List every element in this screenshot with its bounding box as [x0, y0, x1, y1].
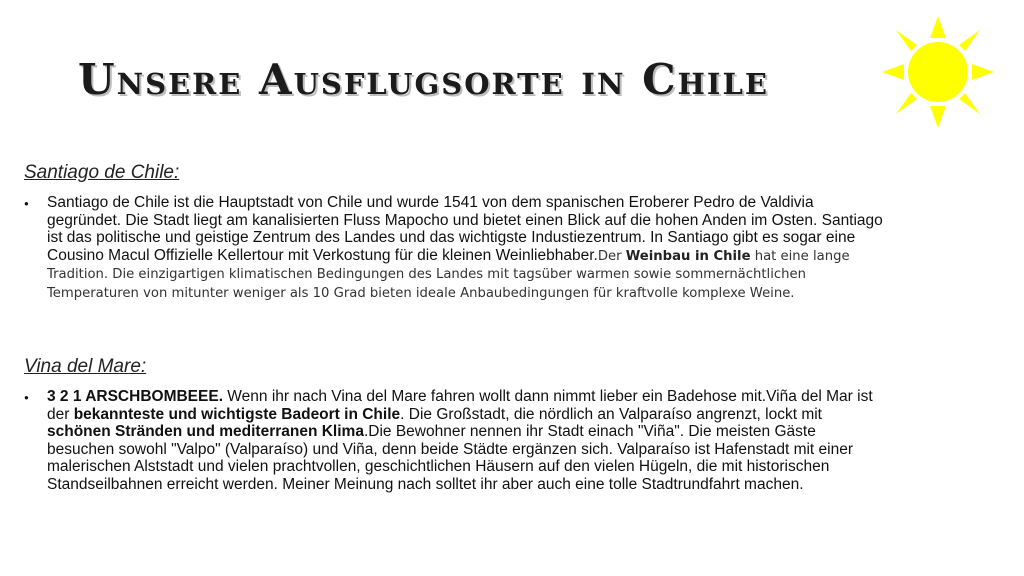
vina-bold-2: bekannteste und wichtigste Badeort in Chile: [73, 405, 401, 423]
vina-bold-1: 3 2 1 ARSCHBOMBEEE.: [47, 388, 223, 405]
wine-text: Der Weinbau in Chile hat eine lange Tradition. Die einzigartigen klimatischen Bedingungen des Landes mit tagsüber warmen sowie sommernächtlichen Temperaturen von mitunter weniger als 10 Grad bieten ideale Anbaubedingungen für kraftvolle komplexe Weine.: [47, 248, 850, 301]
vina-heading: Vina del Mare:: [24, 356, 147, 377]
vina-paragraph: 3 2 1 ARSCHBOMBEEE. Wenn ihr nach Vina del Mare fahren wollt dann nimmt lieber ein Badehose mit.Viña del Mar ist der bekannteste und wichtigste Badeort in Chile. Die Großstadt, die nördlich an Valparaíso angrenzt, lockt mit schönen Stränden und mediterranen Klima.Die Bewohner nennen ihr Stadt einach "Viña". Die meisten Gäste besuchen sowohl "Valpo" (Valparaíso) und Viña, denn beide Städte ergänzen sich. Valparaíso ist Hafenstadt mit einer malerischen Alststadt und vielen prachtvollen, geschichtlichen Häusern auf den vielen Hügeln, die mit historischen Standseilbahnen erreicht werden. Meiner Meinung nach solltet ihr aber auch eine tolle Stadtrundfahrt machen.: [47, 388, 873, 493]
slide-title: Unsere Ausflugsorte in Chile: [78, 55, 769, 104]
bullet-icon: ●: [24, 393, 29, 402]
santiago-paragraph: [47, 194, 887, 303]
santiago-heading: Santiago de Chile:: [24, 162, 180, 183]
bullet-icon: ●: [24, 199, 29, 208]
sun-icon: [878, 12, 998, 132]
santiago-text: Santiago de Chile ist die Hauptstadt von Chile und wurde 1541 von dem spanischen Eroberer Pedro de Valdivia gegründet. Die Stadt liegt am kanalisierten Fluss Mapocho und bietet einen Blick auf die hohen Anden im Osten. Santiago ist das politische und geistige Zentrum des Landes und das wichtigste Industiezentrum. In Santiago gibt es sogar eine Cousino Macul Offizielle Kellertour mit Verkostung für die kleinen Weinliebhaber.: [47, 194, 883, 264]
vina-bold-3: schönen Stränden und mediterranen Klima: [47, 423, 364, 441]
